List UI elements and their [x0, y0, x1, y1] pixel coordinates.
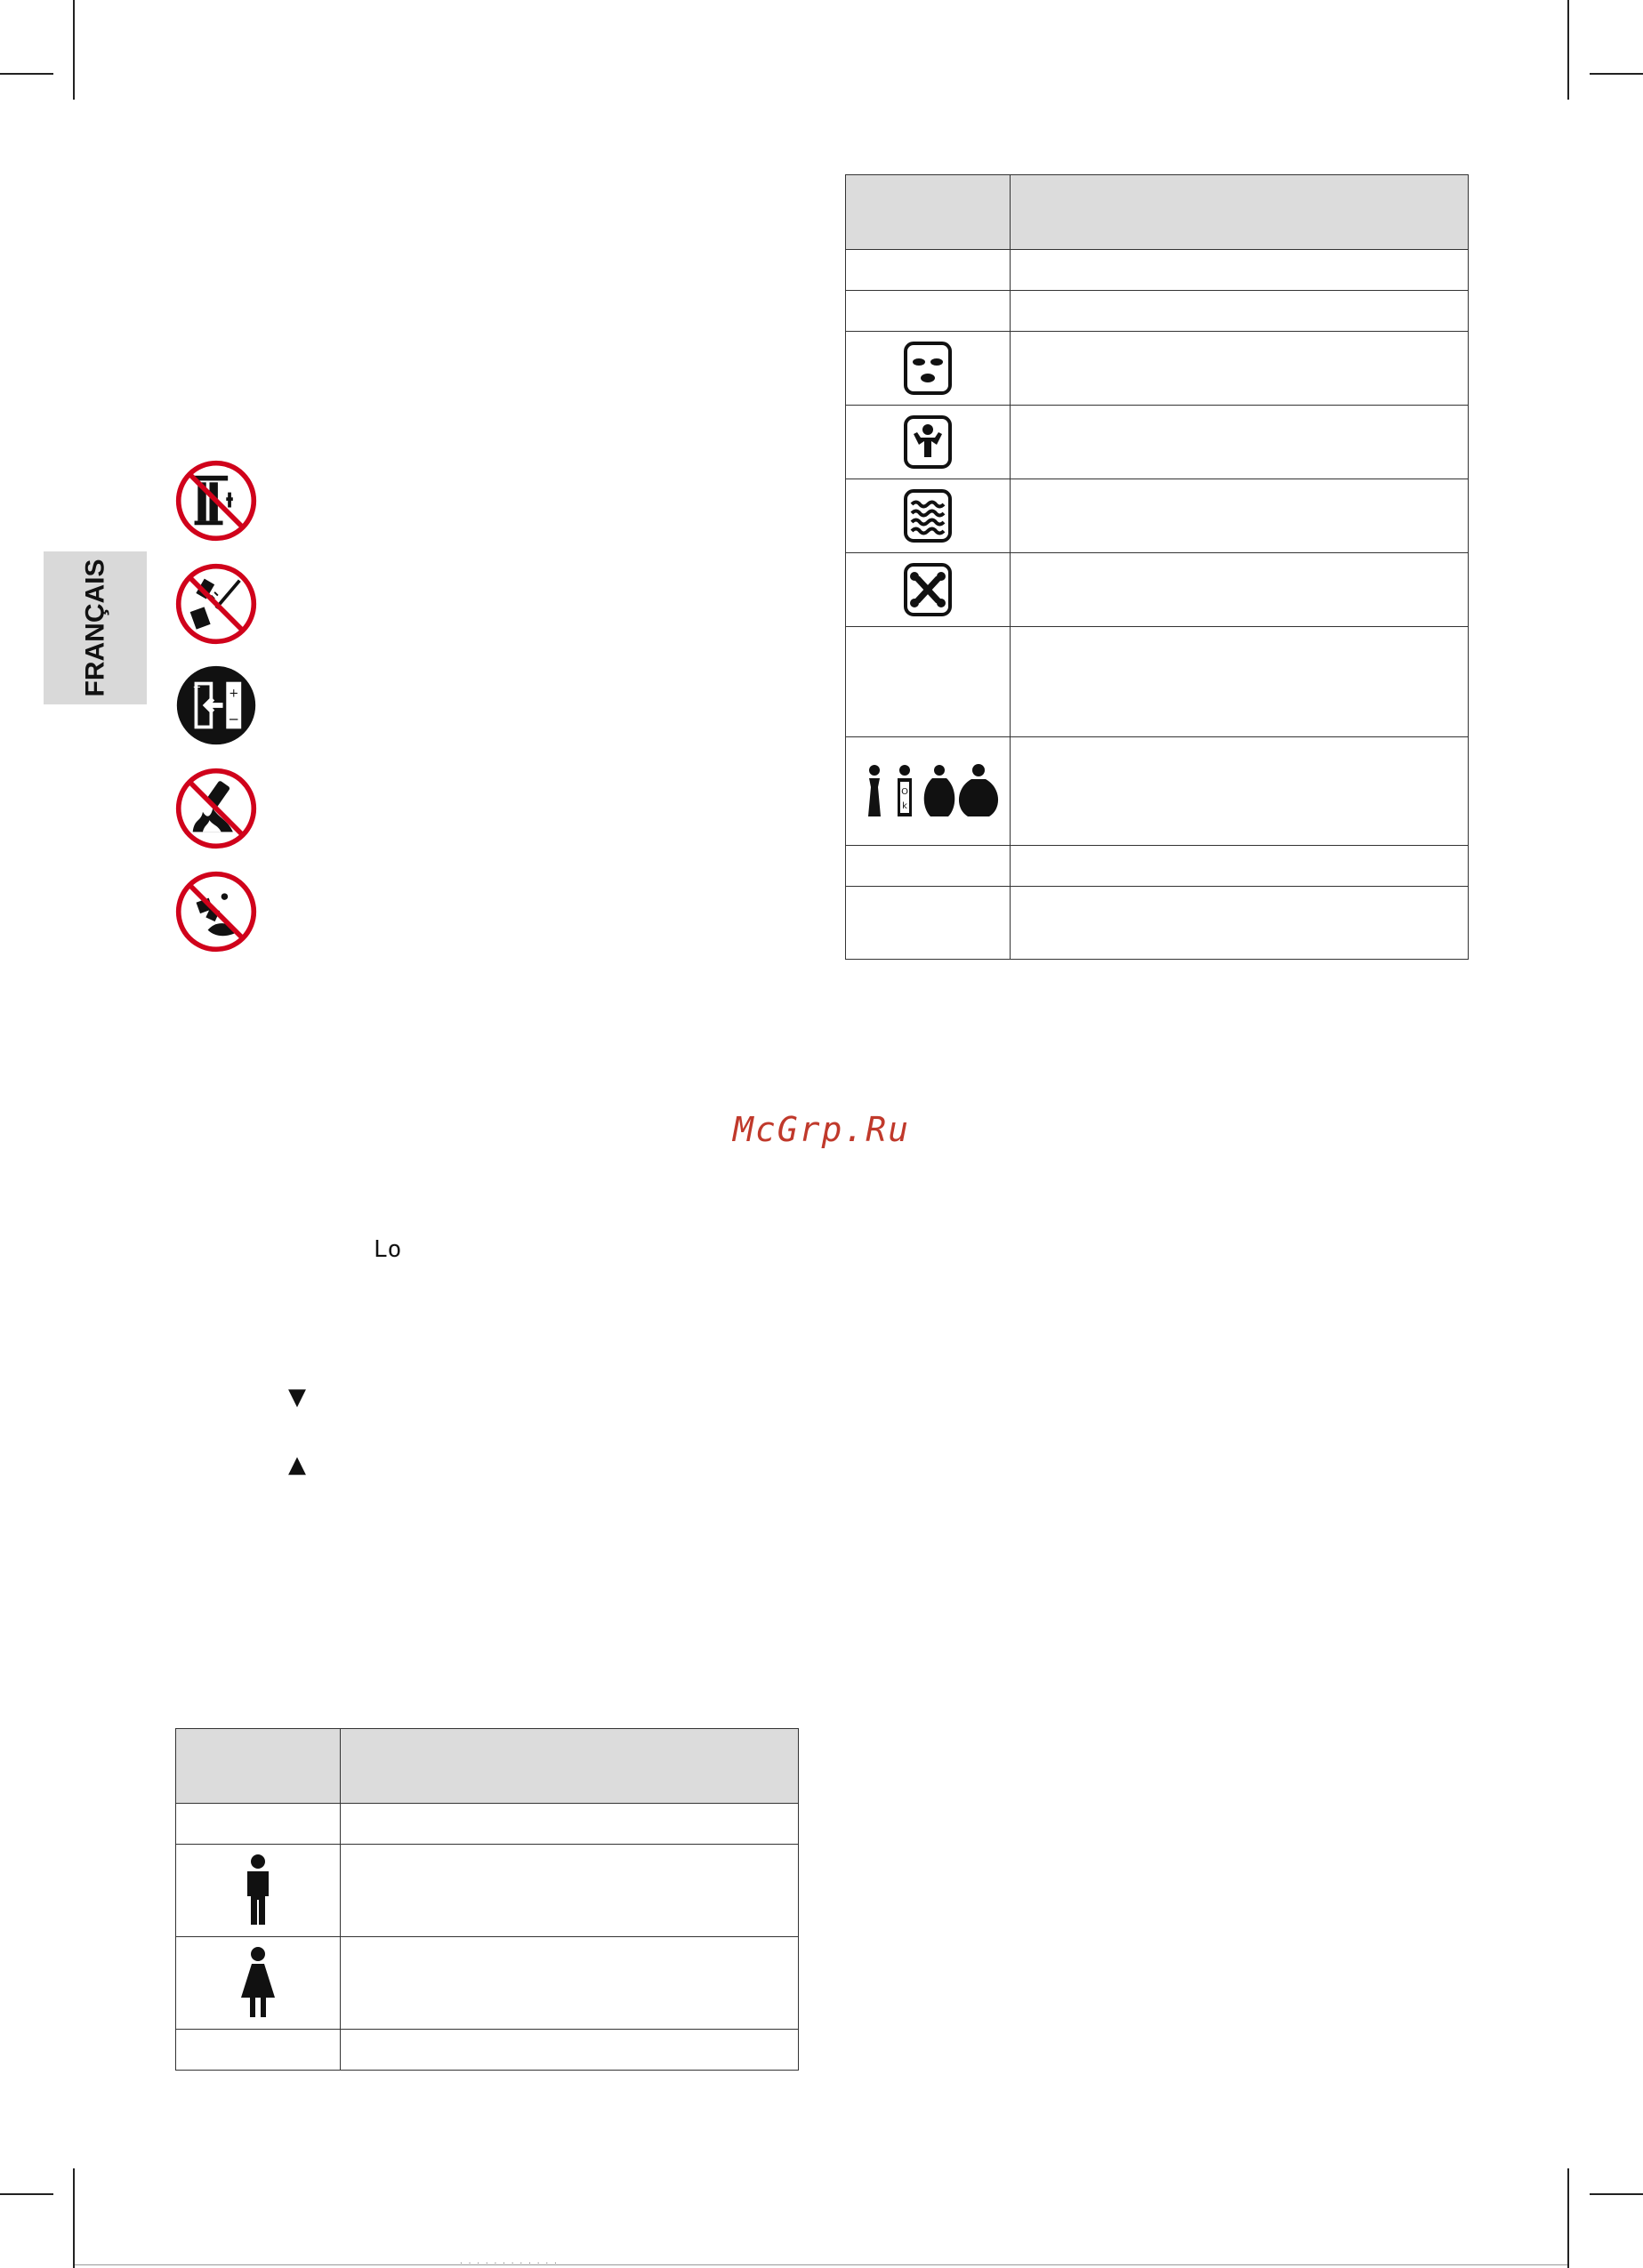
- table-cell: [176, 1937, 341, 2030]
- svg-text:+: +: [192, 681, 202, 694]
- table-cell: [846, 406, 1011, 479]
- battery-polarity-icon: [174, 664, 258, 747]
- table-cell: [1011, 887, 1469, 960]
- table-cell: [1011, 332, 1469, 406]
- language-tab: [44, 551, 147, 704]
- table-cell: [1011, 627, 1469, 737]
- table-row: [176, 1804, 799, 1845]
- language-tab-label: FRANÇAIS: [80, 559, 109, 697]
- table-cell: [846, 250, 1011, 291]
- muscle-icon: [903, 414, 953, 470]
- table-cell: [1011, 846, 1469, 887]
- table-cell: [846, 553, 1011, 627]
- crop-mark: [1567, 0, 1569, 100]
- body-shapes-icon: [852, 763, 1003, 820]
- bottom-line: [75, 2264, 1567, 2265]
- table-row: [846, 627, 1469, 737]
- table-cell: [1011, 406, 1469, 479]
- no-disassemble-icon: [174, 459, 258, 543]
- table-cell: [1011, 479, 1469, 553]
- table-cell: [176, 1804, 341, 1845]
- table-cell: [341, 1937, 799, 2030]
- user-table: [175, 1728, 799, 2071]
- table-header-cell: [1011, 175, 1469, 250]
- watermark: McGrp.Ru: [732, 1110, 911, 1149]
- crop-mark: [73, 0, 75, 100]
- crop-mark: [1590, 73, 1643, 75]
- crop-mark: [73, 2168, 75, 2268]
- crop-mark: [1590, 2193, 1643, 2195]
- no-dispose-icon: [174, 870, 258, 953]
- crop-mark: [0, 73, 53, 75]
- svg-text:k: k: [902, 800, 907, 811]
- no-fire-icon: [174, 767, 258, 850]
- table-row: [846, 406, 1469, 479]
- face-icon: [903, 341, 953, 396]
- svg-text:−: −: [228, 711, 240, 728]
- water-icon: [903, 488, 953, 543]
- table-row: [846, 887, 1469, 960]
- table-cell: [341, 1804, 799, 1845]
- table-cell: [1011, 250, 1469, 291]
- table-cell: [846, 479, 1011, 553]
- table-cell: [846, 737, 1011, 846]
- table-cell: [176, 1845, 341, 1937]
- arrow-down-icon: ▼: [288, 1384, 306, 1411]
- table-header-cell: [846, 175, 1011, 250]
- arrow-up-icon: ▲: [288, 1452, 306, 1478]
- table-header-cell: [176, 1729, 341, 1804]
- table-row: [846, 553, 1469, 627]
- svg-text:O: O: [901, 786, 908, 797]
- table-row: [846, 332, 1469, 406]
- table-row: [846, 846, 1469, 887]
- svg-text:+: +: [229, 687, 239, 701]
- table-cell: [846, 846, 1011, 887]
- bone-icon: [903, 562, 953, 617]
- crop-mark: [0, 2193, 53, 2195]
- no-needle-icon: [174, 562, 258, 646]
- table-header-row: [846, 175, 1469, 250]
- table-cell: [846, 887, 1011, 960]
- print-strip: · · · · · · · · · · · ·: [459, 2259, 558, 2267]
- table-row: [846, 291, 1469, 332]
- table-row: [846, 250, 1469, 291]
- table-row: [846, 479, 1469, 553]
- table-cell: [341, 1845, 799, 1937]
- table-cell: [1011, 737, 1469, 846]
- table-cell: [846, 332, 1011, 406]
- table-header-row: [176, 1729, 799, 1804]
- indicator-table: [845, 174, 1469, 960]
- table-row: [846, 737, 1469, 846]
- table-row: [176, 1937, 799, 2030]
- table-cell: [1011, 291, 1469, 332]
- lo-display-symbol: Lo: [374, 1236, 402, 1263]
- male-icon: [240, 1854, 276, 1928]
- table-row: [176, 2030, 799, 2071]
- female-icon: [236, 1946, 280, 2021]
- table-header-cell: [341, 1729, 799, 1804]
- table-cell: [176, 2030, 341, 2071]
- table-cell: [341, 2030, 799, 2071]
- table-row: [176, 1845, 799, 1937]
- table-cell: [846, 627, 1011, 737]
- table-cell: [846, 291, 1011, 332]
- crop-mark: [1567, 2168, 1569, 2268]
- table-cell: [1011, 553, 1469, 627]
